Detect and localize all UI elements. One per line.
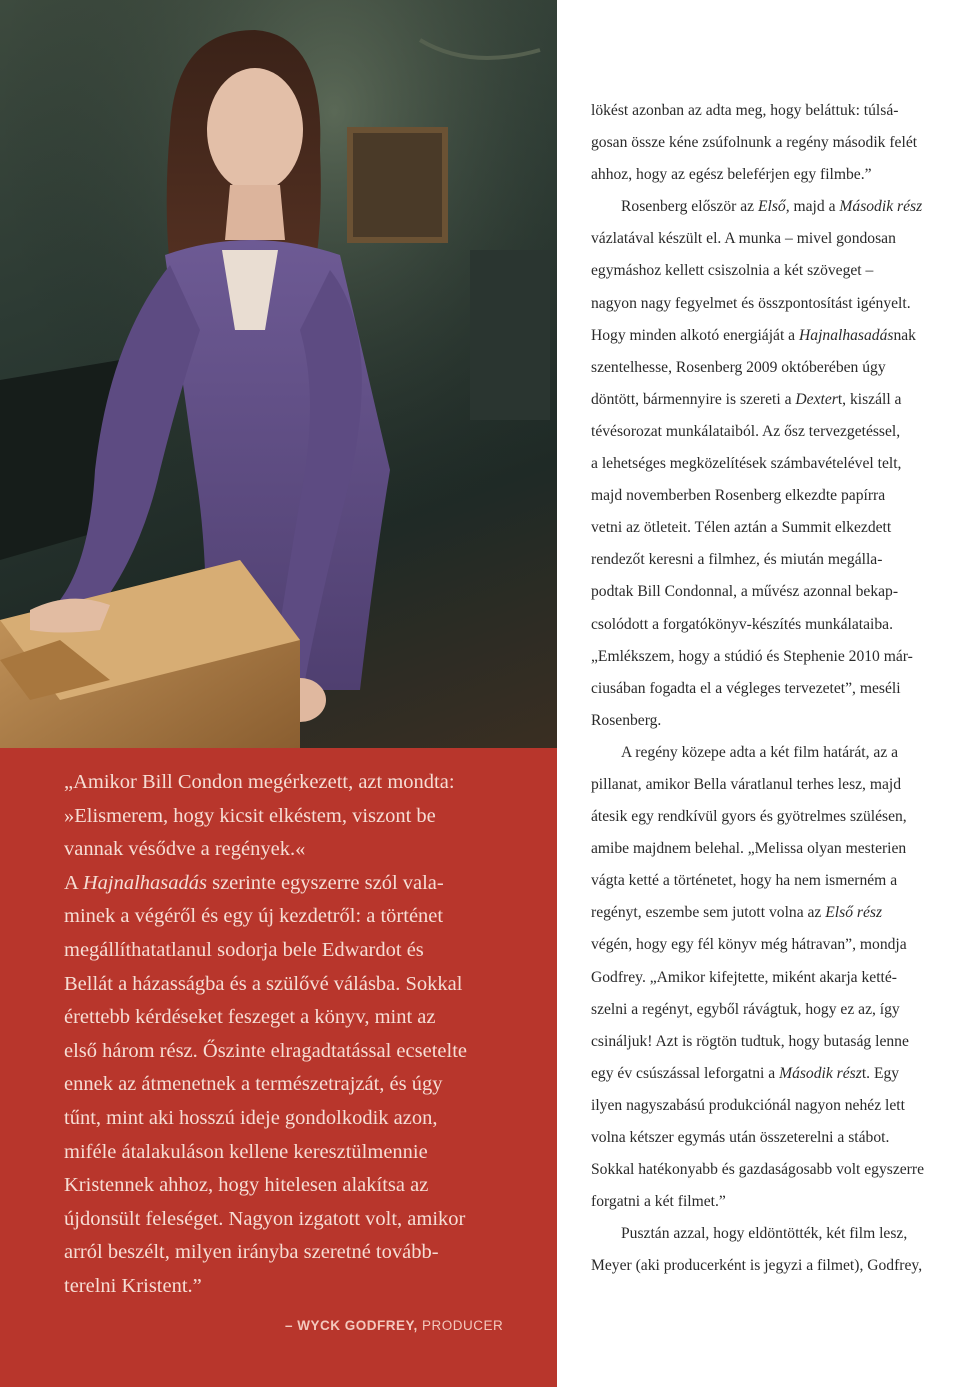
body-paragraph-2: Rosenberg először az Első, majd a Második rész: [621, 198, 923, 216]
body-paragraph-3-cont: ciusában fogadta el a végleges tervezetet”, meséli Rosenberg.: [591, 679, 901, 729]
body-paragraph-3: „Emlékszem, hogy a stúdió és Stephenie 2010 már-: [591, 647, 913, 665]
body-paragraph-4: A regény közepe adta a két film határát, az a: [621, 743, 899, 761]
quote-paragraph-1: „Amikor Bill Condon megérkezett, azt mondta: »Elismerem, hogy kicsit elkéstem, viszont be vannak vésődve a regények.«: [64, 771, 455, 861]
film-still-illustration: [0, 0, 557, 748]
body-paragraph-1: lökést azonban az adta meg, hogy beláttuk: túlsá- gosan össze kéne zsúfolnunk a regény második felét ahhoz, hogy az egész beleférjen egy filmbe.”: [591, 102, 918, 184]
body-paragraph-5: Pusztán azzal, hogy eldöntötték, két film lesz,: [621, 1225, 908, 1243]
film-still-photo: [0, 0, 557, 748]
pull-quote: [64, 766, 534, 1304]
body-paragraph-2-cont: vázlatával készült el. A munka – mivel gondosan egymáshoz kellett csiszolnia a két szöveget – nagyon nagy fegyelmet és összpontosítást igényelt. Hogy minden alkotó energiáját a Hajnalhasadásnak szentelhesse, Rosenberg 2009 októberében úgy döntött, bármennyire is szereti a Dextert, kiszáll a tévésorozat munkálataiból. Az ősz tervezgetéssel, a lehetséges megközelítések számbavételével telt, majd novemberben Rosenberg elkezdte papírra vetni az ötleteit. Télen aztán a Summit elkezdett rendezőt keresni a filmhez, és miután megálla- podtak Bill Condonnal, a művész azonnal bekap- csolódott a forgatókönyv-készítés munkálataiba.: [591, 230, 916, 633]
body-paragraph-5-cont: Meyer (aki producerként is jegyzi a filmet), Godfrey,: [591, 1257, 923, 1275]
quote-attribution: – WYCK GODFREY, PRODUCER: [285, 1318, 504, 1333]
quote-paragraph-2: A Hajnalhasadás szerinte egyszerre szól vala- minek a végéről és egy új kezdetről: a történet megállíthatatlanul sodorja bele Edwardot és Bellát a házasságba és a szülővé válásba. Sokkal érettebb kérdéseket feszeget a könyv, mint az első három rész. Őszinte elragadtatással ecsetelte ennek az átmenetnek a természetrajzát, és úgy tűnt, mint aki hosszú ideje gondolkodik azon, miféle átalakuláson kellene keresztülmennie Kristennek ahhoz, hogy hitelesen alakítsa az újdonsült feleséget. Nagyon izgatott volt, amikor arról beszélt, milyen irányba szeretné tovább- terelni Kristent.”: [64, 871, 467, 1297]
body-paragraph-4-cont: pillanat, amikor Bella váratlanul terhes lesz, majd átesik egy rendkívül gyors és gyötrelmes szülésen, amibe majdnem belehal. „Melissa olyan mesterien vágta ketté a történetet, hogy ha nem ismerném a regényt, eszembe sem jutott volna az Első rész végén, hogy egy fél könyv még hátravan”, mondja Godfrey. „Amikor kifejtette, miként akarja ketté- szelni a regényt, egyből rávágtuk, hogy ez az, így csináljuk! Azt is rögtön tudtuk, hogy butaság lenne egy év csúszással leforgatni a Második részt. Egy ilyen nagyszabású produkciónál nagyon nehéz lett volna kétszer egymás után összeterelni a stábot. Sokkal hatékonyabb és gazdaságosabb volt egyszerre forgatni a két filmet.”: [591, 775, 924, 1211]
body-text-column: [591, 95, 953, 1282]
